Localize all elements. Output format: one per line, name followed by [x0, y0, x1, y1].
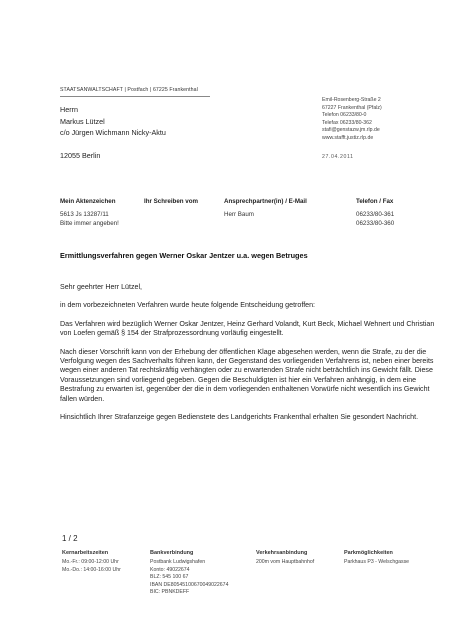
letter-body — [60, 283, 440, 431]
office-address — [322, 97, 382, 143]
recipient-name: Markus Lützel — [60, 116, 105, 126]
ref-col2-header: Ihr Schreiben vom — [144, 198, 198, 205]
office-city: 67227 Frankenthal (Pfalz) — [322, 104, 382, 111]
footer-parking-header: Parkmöglichkeiten — [344, 550, 393, 556]
footer-bank-line: IBAN DE80545100670049022674 — [150, 581, 229, 588]
office-fax: Telefax 06233/80-362 — [322, 119, 372, 126]
letter-subject: Ermittlungsverfahren gegen Werner Oskar Jentzer u.a. wegen Betruges — [60, 251, 308, 260]
case-number-note: Bitte immer angeben! — [60, 220, 119, 227]
contact-phone: 06233/80-361 — [356, 211, 395, 218]
footer-bank-line: BIC: PBNKDEFF — [150, 589, 190, 596]
ref-col4-header: Telefon / Fax — [356, 198, 394, 205]
salutation: Sehr geehrter Herr Lützel, — [60, 283, 143, 291]
sender-divider — [60, 96, 210, 97]
footer-transport — [256, 559, 314, 567]
office-street: Emil-Rosenberg-Straße 2 — [322, 97, 381, 103]
recipient-city: 12055 Berlin — [60, 151, 101, 160]
footer-bank-line: BLZ: 545 100 67 — [150, 574, 189, 581]
body-paragraph: Das Verfahren wird bezüglich Werner Oskar Jentzer, Heinz Gerhard Volandt, Kurt Beck, Michael Wehnert und Christian von Loefen gemäß § 154 der Strafprozessordnung vorläufig eingestellt. — [60, 319, 435, 338]
contact-person: Herr Baum — [224, 211, 254, 218]
page-number: 1 / 2 — [62, 534, 78, 543]
footer-hours-header: Kernarbeitszeiten — [62, 550, 109, 556]
body-paragraph: Nach dieser Vorschrift kann von der Erhebung der öffentlichen Klage abgesehen werden, wenn die Strafe, zu der die Verfolgung wegen des Sachverhalts führen kann, der Gegenstand des vorliegenden Verfahrens ist, neben einer bereits wegen einer anderen Tat rechtskräftig verhängten oder zu erwartenden Strafe nicht beträchtlich ins Gewicht fällt. Diese Voraussetzungen sind vorliegend gegeben. Gegen die Beschuldigten ist hier ein Verfahren anhängig, in dem eine Bestrafung zu erwarten ist, gegenüber der die in dem vorliegenden enthaltenen Vorwürfe nicht wesentlich ins Gewicht fallen würden. — [60, 347, 434, 403]
body-paragraph: Hinsichtlich Ihrer Strafanzeige gegen Bedienstete des Landgerichts Frankenthal erhalten Sie gesondert Nachricht. — [60, 413, 419, 422]
recipient-co: c/o Jürgen Wichmann Nicky-Aktu — [60, 128, 166, 137]
footer-bank — [150, 559, 228, 597]
office-website: www.stafft.justiz.rlp.de — [322, 134, 374, 141]
sender-line: STAATSANWALTSCHAFT | Postfach | 67225 Frankenthal — [60, 87, 198, 93]
footer-bank-line: Postbank Ludwigshafen — [150, 559, 206, 565]
office-phone: Telefon 06233/80-0 — [322, 112, 367, 119]
ref-col3-header: Ansprechpartner(in) / E-Mail — [224, 198, 307, 205]
case-number: 5613 Js 13287/11 — [60, 211, 109, 218]
footer-hours-line: Mo.-Do.: 14:00-16:00 Uhr — [62, 566, 121, 573]
footer-bank-line: Konto: 49022674 — [150, 566, 190, 573]
office-email: stafi@genstazw.jm.rlp.de — [322, 127, 380, 134]
footer-parking — [344, 559, 409, 567]
footer-parking-line: Parkhaus P3 - Welschgasse — [344, 559, 410, 565]
body-paragraph: in dem vorbezeichneten Verfahren wurde heute folgende Entscheidung getroffen: — [60, 301, 316, 310]
footer-transport-line: 200m vom Hauptbahnhof — [256, 559, 315, 565]
recipient-salutation: Herrn — [60, 105, 78, 114]
recipient-address — [60, 104, 166, 139]
letter-date: 27.04.2011 — [322, 154, 354, 160]
footer-hours — [62, 559, 121, 574]
footer-transport-header: Verkehrsanbindung — [256, 550, 308, 556]
footer-bank-header: Bankverbindung — [150, 550, 194, 556]
footer-hours-line: Mo.-Fr.: 09:00-12:00 Uhr — [62, 559, 119, 565]
contact-fax: 06233/80-360 — [356, 220, 395, 227]
ref-col1-header: Mein Aktenzeichen — [60, 198, 116, 205]
